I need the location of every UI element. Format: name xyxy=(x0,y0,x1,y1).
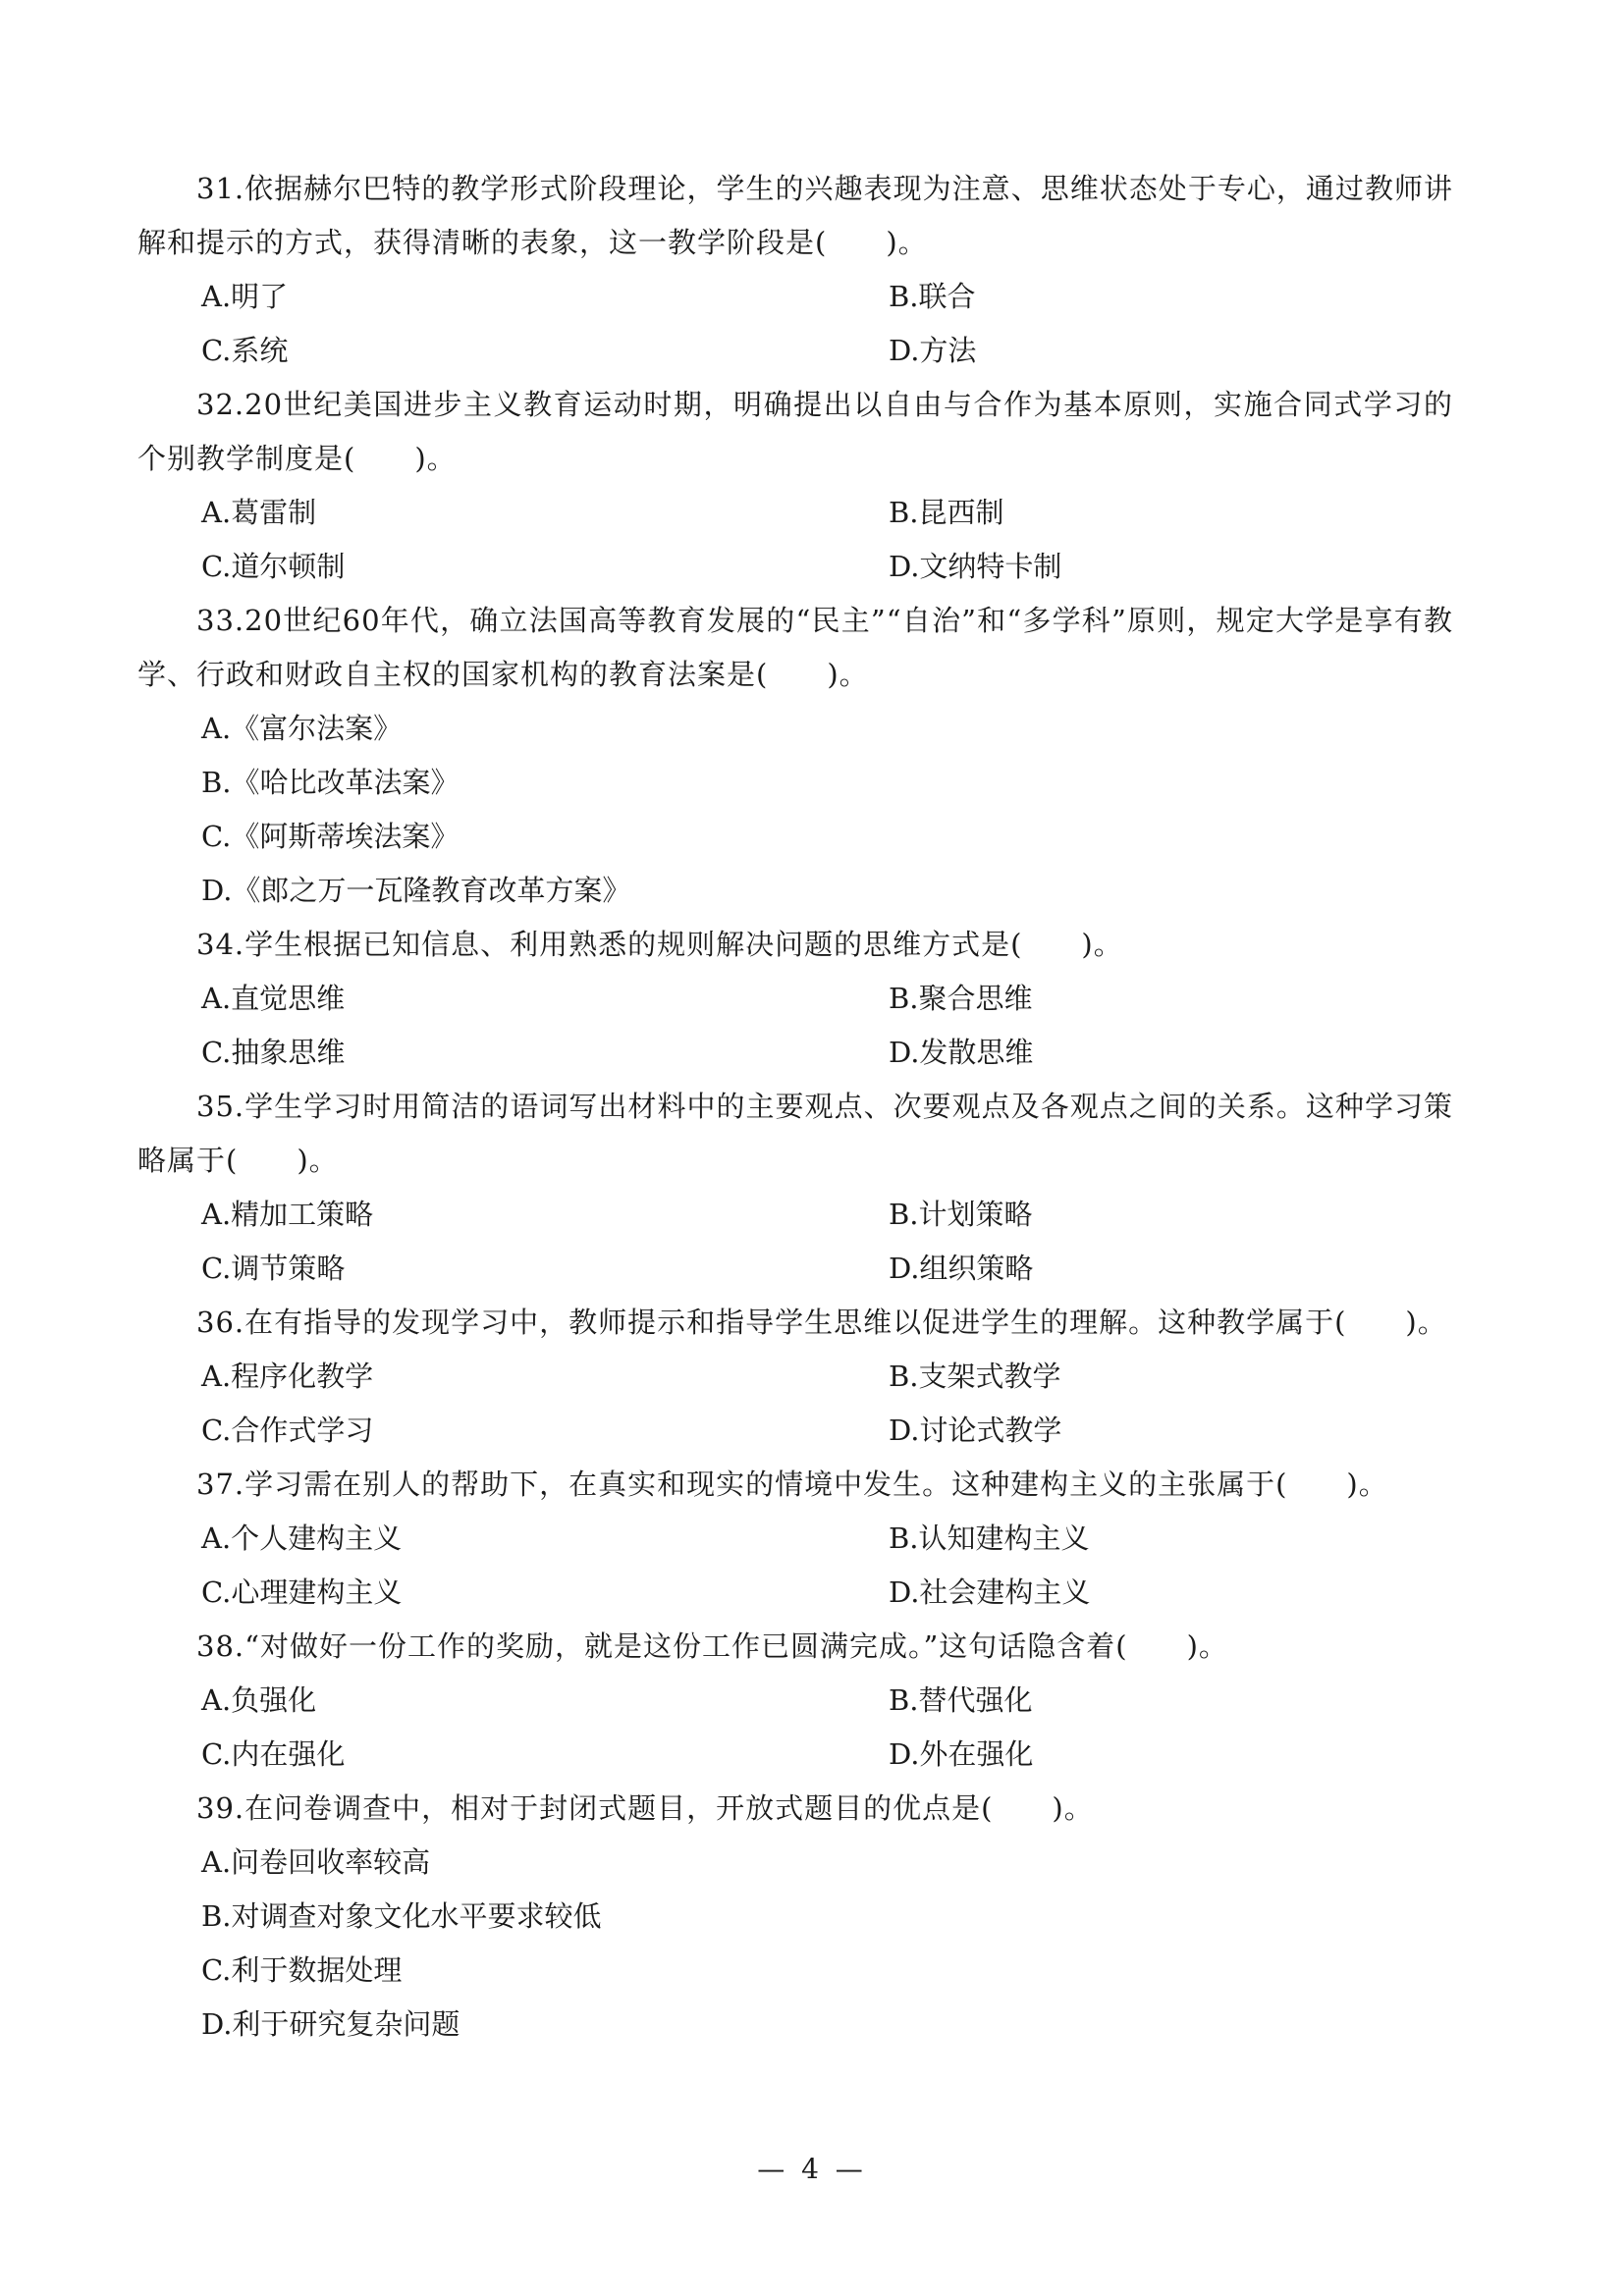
option-31-b: B.联合 xyxy=(889,280,976,313)
option-37-b: B.认知建构主义 xyxy=(889,1522,1090,1555)
option-35-d: D.组织策略 xyxy=(889,1252,1034,1285)
question-33: 33.20世纪60年代，确立法国高等教育发展的“民主”“自治”和“多学科”原则，规定大学是享有教学、行政和财政自主权的国家机构的教育法案是( )。 xyxy=(137,604,1453,691)
page-number: — 4 — xyxy=(757,2153,867,2185)
option-38-d: D.外在强化 xyxy=(889,1737,1034,1771)
option-33-a: A.《富尔法案》 xyxy=(201,712,403,745)
option-39-b: B.对调查对象文化水平要求较低 xyxy=(201,1899,602,1933)
option-33-c: C.《阿斯蒂埃法案》 xyxy=(201,820,460,853)
option-32-d: D.文纳特卡制 xyxy=(889,550,1062,583)
option-36-d: D.讨论式教学 xyxy=(889,1414,1062,1447)
option-32-b: B.昆西制 xyxy=(889,496,1004,529)
options-33 xyxy=(137,702,1453,918)
options-38 xyxy=(137,1674,1453,1782)
options-35 xyxy=(137,1188,1453,1296)
option-37-d: D.社会建构主义 xyxy=(889,1575,1091,1609)
option-35-a: A.精加工策略 xyxy=(201,1198,374,1231)
option-38-c: C.内在强化 xyxy=(201,1737,346,1771)
option-35-c: C.调节策略 xyxy=(201,1252,346,1285)
options-32 xyxy=(137,486,1453,594)
option-37-c: C.心理建构主义 xyxy=(201,1575,403,1609)
options-36 xyxy=(137,1350,1453,1458)
option-39-c: C.利于数据处理 xyxy=(201,1953,403,1987)
option-31-d: D.方法 xyxy=(889,334,977,367)
question-39: 39.在问卷调查中，相对于封闭式题目，开放式题目的优点是( )。 xyxy=(196,1791,1094,1825)
option-32-a: A.葛雷制 xyxy=(201,496,317,529)
question-35: 35.学生学习时用简洁的语词写出材料中的主要观点、次要观点及各观点之间的关系。这种学习策略属于( )。 xyxy=(137,1090,1453,1177)
option-33-b: B.《哈比改革法案》 xyxy=(201,766,460,799)
option-32-c: C.道尔顿制 xyxy=(201,550,346,583)
options-31 xyxy=(137,270,1453,378)
option-34-d: D.发散思维 xyxy=(889,1036,1034,1069)
option-38-b: B.替代强化 xyxy=(889,1683,1033,1717)
option-39-d: D.利于研究复杂问题 xyxy=(201,2007,460,2041)
option-34-a: A.直觉思维 xyxy=(201,982,346,1015)
question-37: 37.学习需在别人的帮助下，在真实和现实的情境中发生。这种建构主义的主张属于( )。 xyxy=(196,1468,1388,1501)
question-38: 38.“对做好一份工作的奖励，就是这份工作已圆满完成。”这句话隐含着( )。 xyxy=(196,1629,1228,1663)
option-35-b: B.计划策略 xyxy=(889,1198,1033,1231)
option-37-a: A.个人建构主义 xyxy=(201,1522,403,1555)
question-list xyxy=(137,162,1453,2052)
options-37 xyxy=(137,1512,1453,1620)
option-36-b: B.支架式教学 xyxy=(889,1360,1061,1393)
question-32: 32.20世纪美国进步主义教育运动时期，明确提出以自由与合作为基本原则，实施合同式学习的个别教学制度是( )。 xyxy=(137,388,1453,475)
option-34-c: C.抽象思维 xyxy=(201,1036,346,1069)
options-34 xyxy=(137,972,1453,1080)
option-31-c: C.系统 xyxy=(201,334,289,367)
option-38-a: A.负强化 xyxy=(201,1683,317,1717)
option-36-a: A.程序化教学 xyxy=(201,1360,374,1393)
question-34: 34.学生根据已知信息、利用熟悉的规则解决问题的思维方式是( )。 xyxy=(196,928,1123,961)
question-36: 36.在有指导的发现学习中，教师提示和指导学生思维以促进学生的理解。这种教学属于( )。 xyxy=(196,1306,1447,1339)
option-39-a: A.问卷回收率较高 xyxy=(201,1845,431,1879)
options-39 xyxy=(137,1836,1453,2052)
option-33-d: D.《郎之万一瓦隆教育改革方案》 xyxy=(201,874,631,907)
option-36-c: C.合作式学习 xyxy=(201,1414,374,1447)
option-31-a: A.明了 xyxy=(201,280,289,313)
question-31: 31.依据赫尔巴特的教学形式阶段理论，学生的兴趣表现为注意、思维状态处于专心，通过教师讲解和提示的方式，获得清晰的表象，这一教学阶段是( )。 xyxy=(137,172,1453,259)
option-34-b: B.聚合思维 xyxy=(889,982,1033,1015)
